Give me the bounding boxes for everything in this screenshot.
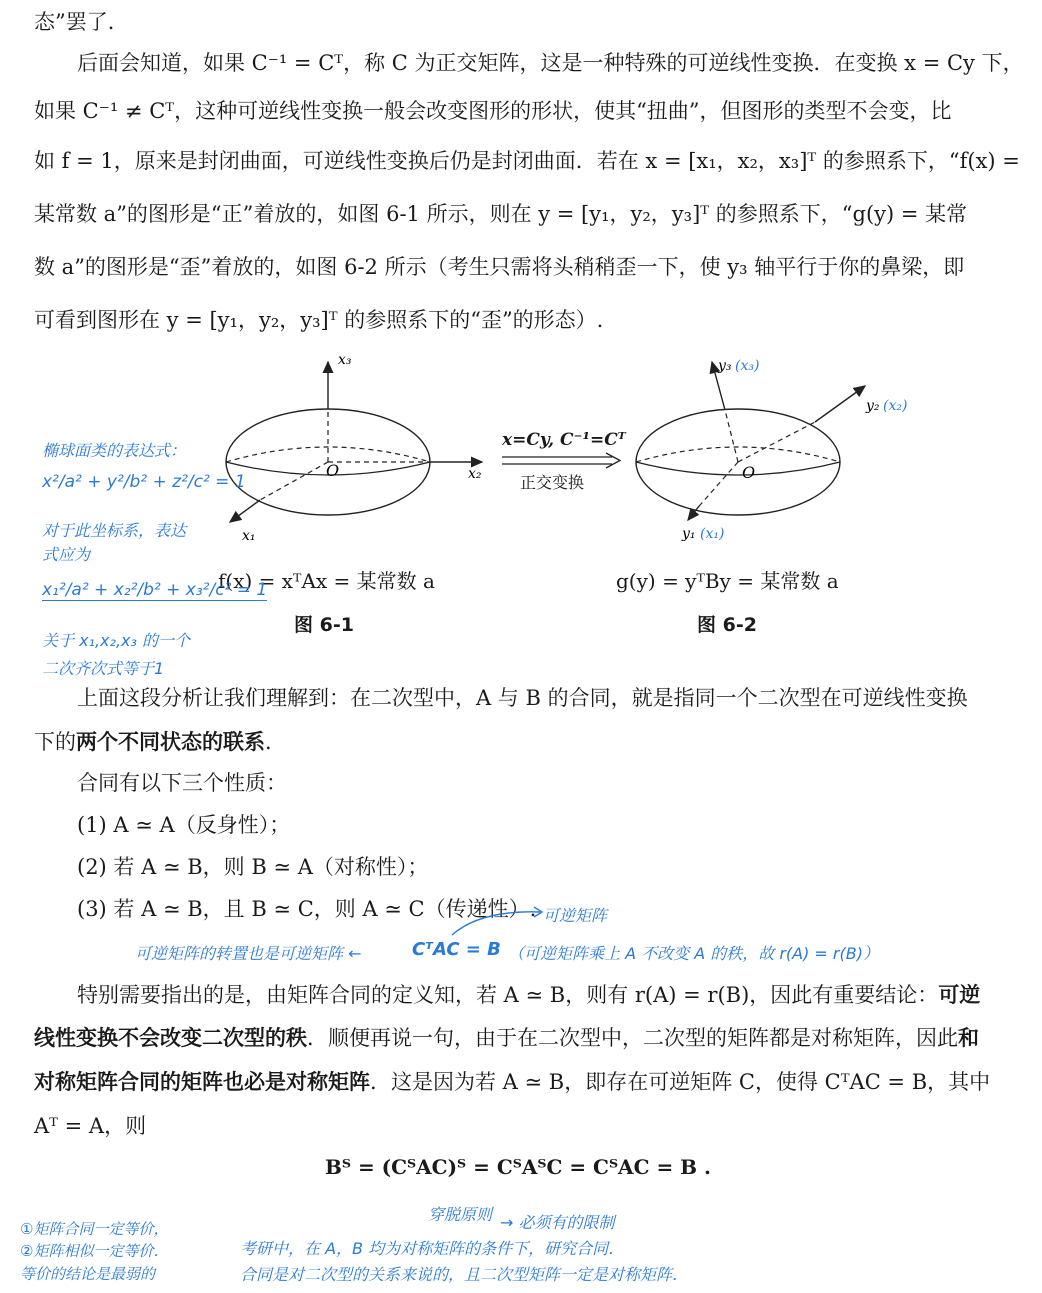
text-segment: ．	[265, 730, 286, 754]
note-bottom-left-3: 等价的结论是最弱的	[20, 1265, 156, 1283]
bold-segment: 和	[958, 1025, 979, 1050]
figure-1-formula: f(x) = xᵀAx = 某常数 a	[218, 569, 435, 593]
paragraph-line-4: 某常数 a”的图形是“正”着放的，如图 6-1 所示，则在 y = [y₁，y₂，y₃]ᵀ 的参照系下，“g(y) = 某常	[34, 202, 968, 226]
bold-segment: 可逆	[938, 982, 981, 1007]
text-segment: ．顺便再说一句，由于在二次型中，二次型的矩阵都是对称矩阵，因此	[307, 1026, 958, 1050]
note-bottom-mid2: 合同是对二次型的关系来说的，且二次型矩阵一定是对称矩阵．	[240, 1265, 689, 1284]
equation: Bᵀ = (CᵀAC)ᵀ = CᵀAᵀC = CᵀAC = B .	[325, 1155, 712, 1179]
property-1: (1) A ≃ A（反身性）；	[77, 813, 291, 837]
figure-2-caption: 图 6-2	[697, 614, 757, 636]
note-rank: （可逆矩阵乘上 A 不改变 A 的秩，故 r(A) = r(B)）	[508, 944, 879, 963]
figure-6-2	[630, 350, 930, 550]
figure-1-caption: 图 6-1	[294, 614, 354, 636]
paragraph-line-13: Aᵀ = A，则	[34, 1114, 147, 1138]
property-2: (2) 若 A ≃ B，则 B ≃ A（对称性）；	[77, 855, 429, 879]
double-arrow-icon	[500, 452, 625, 470]
note-ellipsoid-eq1: x²/a² + y²/b² + z²/c² = 1	[42, 472, 246, 492]
paragraph-line-2: 如果 C⁻¹ ≠ Cᵀ，这种可逆线性变换一般会改变图形的形状，使其“扭曲”，但图形的类型不会变，比	[34, 99, 952, 123]
axis-y1-note: (x₁)	[700, 526, 725, 542]
axis-y2-label: y₂	[866, 398, 880, 414]
axis-x3-label: x₃	[338, 352, 352, 368]
text-segment: 下的	[34, 730, 76, 754]
figure-2-formula: g(y) = yᵀBy = 某常数 a	[616, 569, 839, 593]
note-ellipsoid-4: 关于 x₁,x₂,x₃ 的一个	[42, 631, 190, 650]
note-ellipsoid-5: 二次齐次式等于1	[42, 659, 165, 678]
note-bottom-top1: 穿脱原则	[428, 1205, 493, 1224]
note-bottom-left-1: ①矩阵合同一定等价，	[20, 1220, 169, 1238]
text-segment: 特别需要指出的是，由矩阵合同的定义知，若 A ≃ B，则有 r(A) = r(B)，因此有重要结论：	[77, 983, 939, 1007]
note-ellipsoid-1: 椭球面类的表达式：	[42, 441, 187, 460]
paragraph-line-5: 数 a”的图形是“歪”着放的，如图 6-2 所示（考生只需将头稍稍歪一下，使 y₃ 轴平行于你的鼻梁，即	[34, 255, 965, 279]
paragraph-line-6: 可看到图形在 y = [y₁，y₂，y₃]ᵀ 的参照系下的“歪”的形态）.	[34, 308, 604, 332]
note-ellipsoid-3: 式应为	[42, 545, 91, 564]
bold-segment: 两个不同状态的联系	[76, 729, 265, 754]
transform-label-top: x=Cy, C⁻¹=Cᵀ	[502, 430, 626, 450]
annotation-arrow-icon	[450, 900, 550, 940]
bold-segment: 对称矩阵合同的矩阵也必是对称矩阵	[34, 1069, 370, 1094]
text-segment: ．这是因为若 A ≃ B，即存在可逆矩阵 C，使得 CᵀAC = B，其中	[370, 1070, 991, 1094]
paragraph-line-1: 后面会知道，如果 C⁻¹ = Cᵀ，称 C 为正交矩阵，这是一种特殊的可逆线性变换．在变换 x = Cy 下，	[77, 51, 1024, 75]
bold-segment: 线性变换不会改变二次型的秩	[34, 1025, 307, 1050]
axis-y1-label: y₁	[682, 526, 696, 542]
axis-y2-note: (x₂)	[883, 398, 908, 414]
transform-label-bottom: 正交变换	[520, 473, 585, 492]
paragraph-line-0: 态”罢了．	[34, 10, 129, 34]
note-bottom-mid1: 考研中，在 A，B 均为对称矩阵的条件下，研究合同．	[240, 1239, 625, 1258]
note-transpose: 可逆矩阵的转置也是可逆矩阵 ←	[135, 944, 362, 963]
origin-label: O	[326, 461, 340, 480]
note-ellipsoid-2: 对于此坐标系，表达	[42, 521, 187, 540]
axis-y3-label: y₃	[718, 358, 732, 374]
axis-x1-label: x₁	[242, 528, 256, 544]
axis-x2-label: x₂	[468, 466, 482, 482]
note-bottom-left-2: ②矩阵相似一定等价．	[20, 1242, 169, 1260]
figure-6-1	[220, 350, 500, 550]
note-bottom-top2: → 必须有的限制	[500, 1213, 615, 1232]
property-3: (3) 若 A ≃ B，且 B ≃ C，则 A ≃ C（传递性）.	[77, 897, 537, 921]
origin-label-2: O	[742, 463, 756, 482]
paragraph-line-9: 合同有以下三个性质：	[77, 771, 287, 795]
paragraph-line-3: 如 f = 1，原来是封闭曲面，可逆线性变换后仍是封闭曲面．若在 x = [x₁，x₂，x₃]ᵀ 的参照系下，“f(x) =	[34, 149, 1020, 173]
note-ellipsoid-eq2: x₁²/a² + x₂²/b² + x₃²/c² = 1	[42, 580, 268, 600]
paragraph-line-7: 上面这段分析让我们理解到：在二次型中，A 与 B 的合同，就是指同一个二次型在可逆线性变换	[77, 686, 968, 710]
note-invertible: 可逆矩阵	[543, 906, 608, 925]
note-cac: CᵀAC = B	[412, 939, 501, 960]
axis-y3-note: (x₃)	[735, 358, 760, 374]
